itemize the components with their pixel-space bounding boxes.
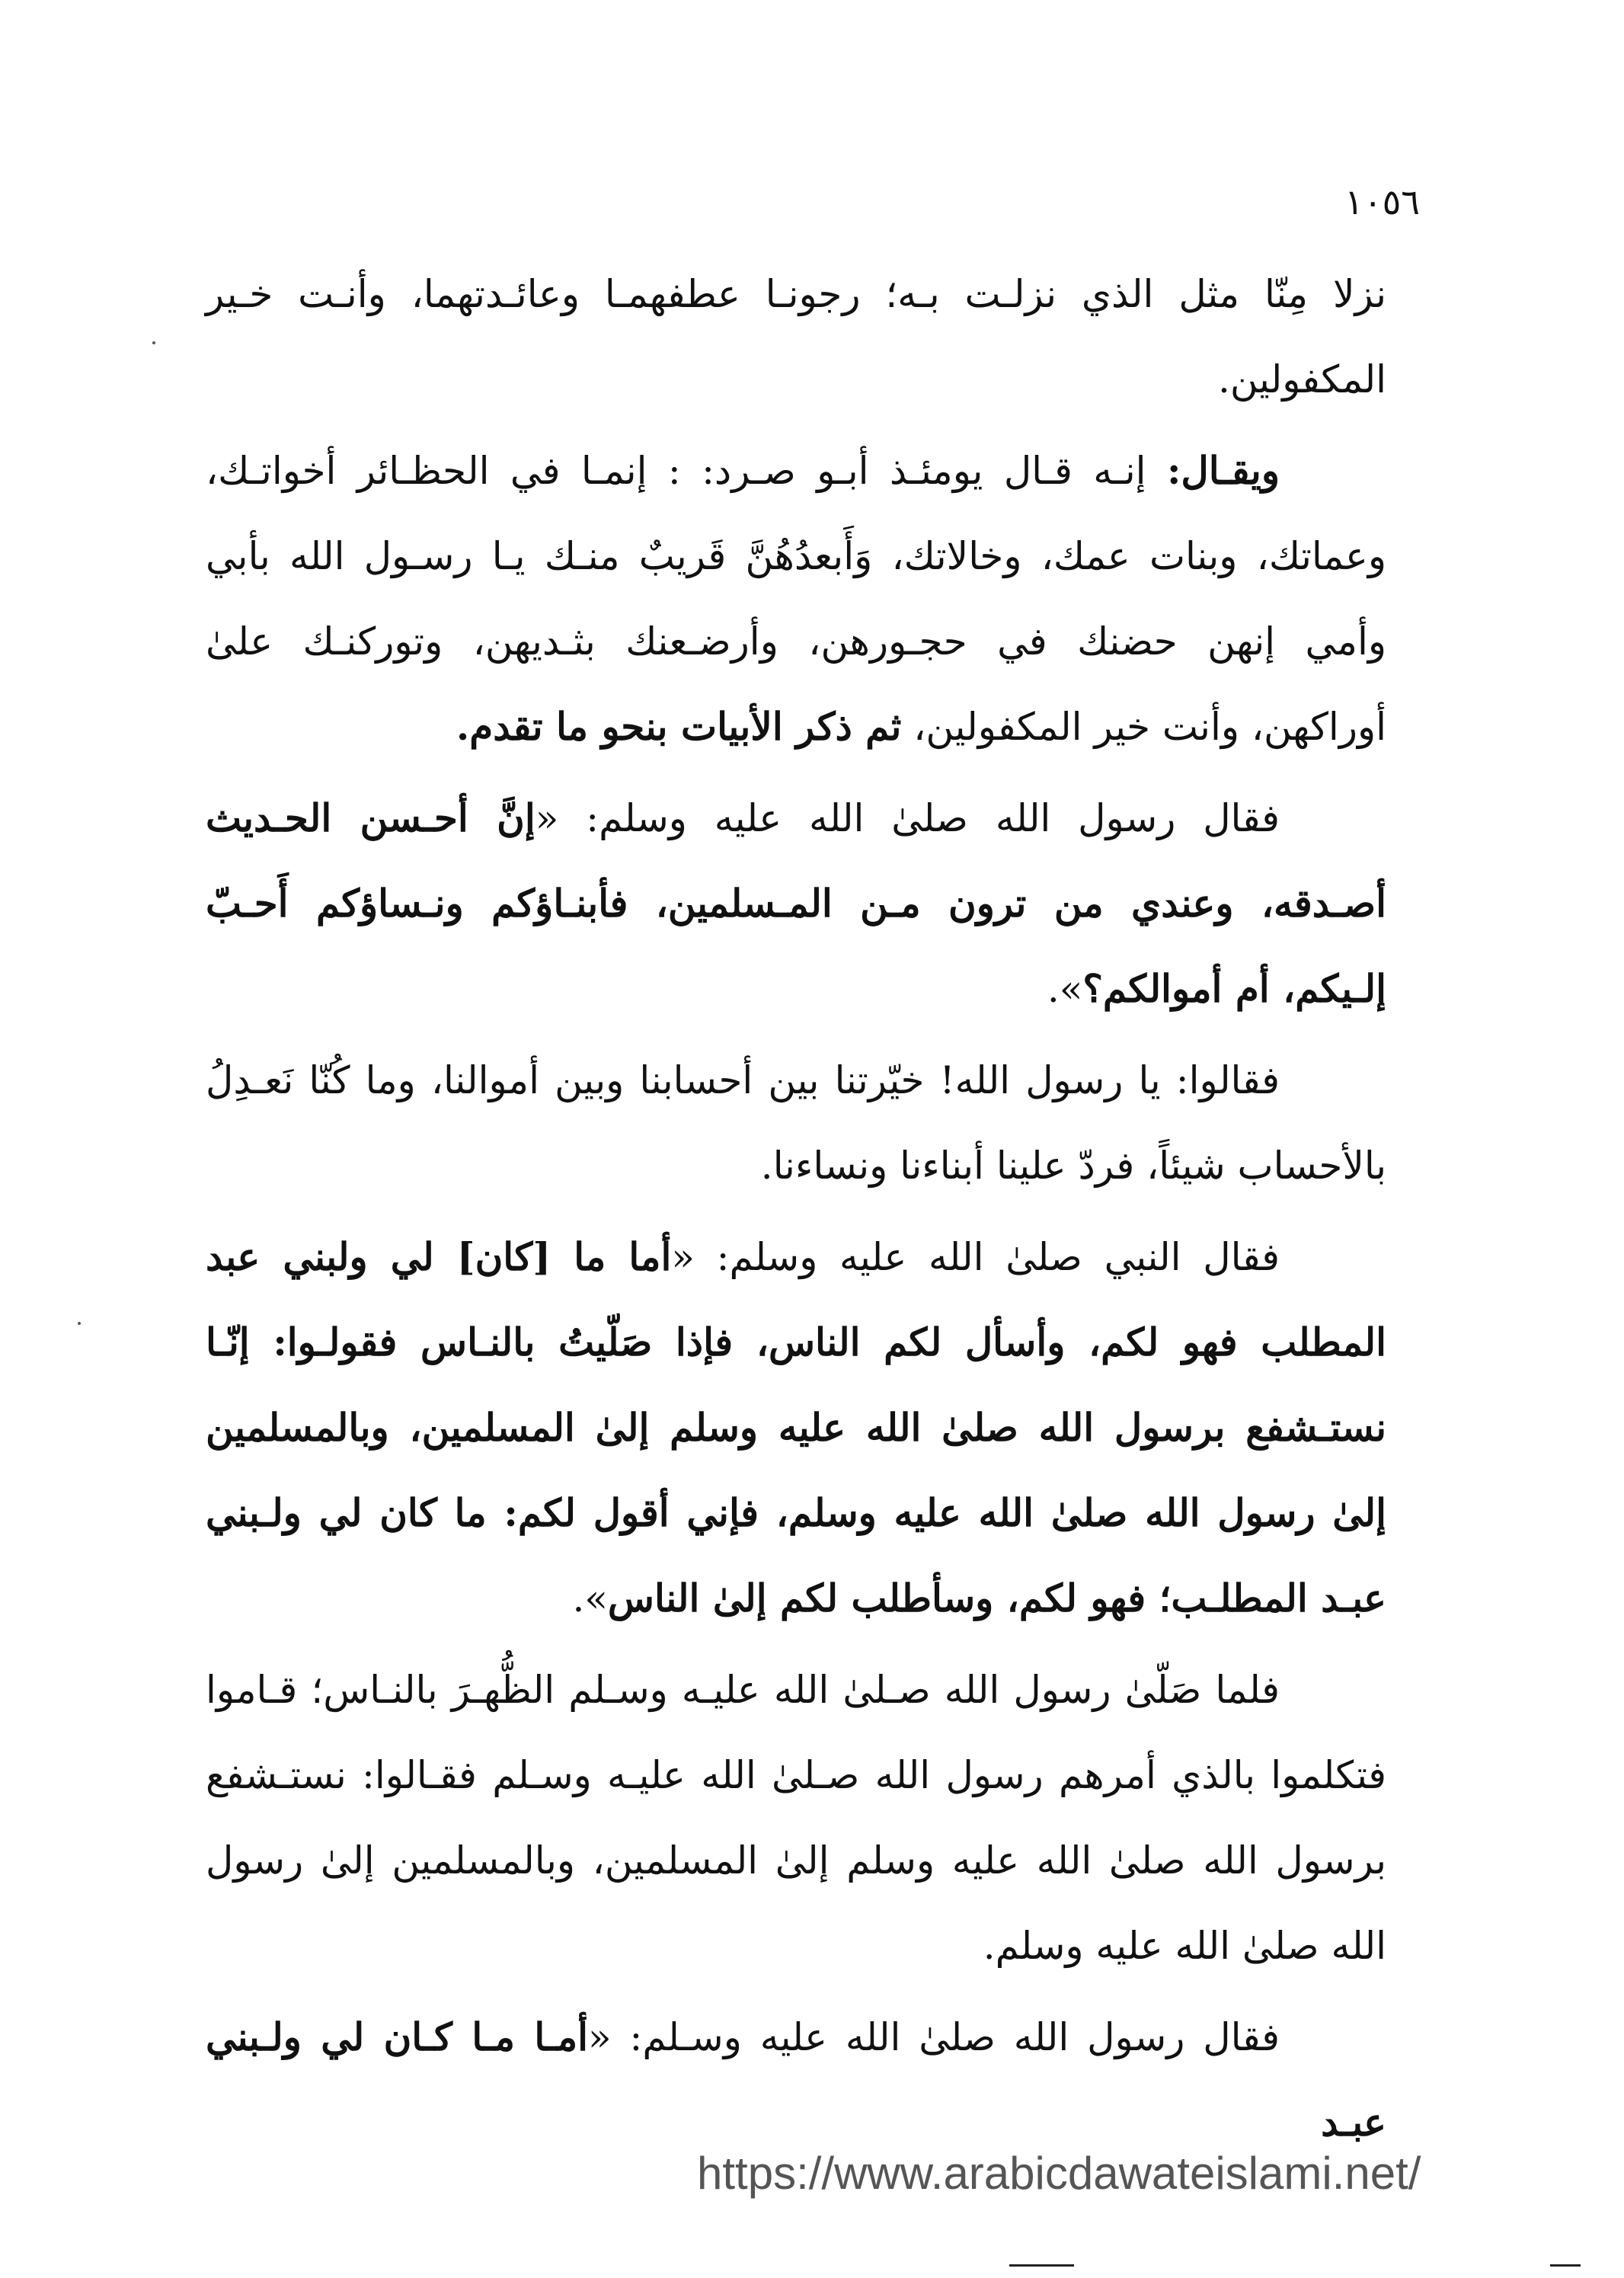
text-run: ». [572, 1576, 608, 1621]
text-run: فقالوا: يا رسول الله! خيّرتنا بين أحسابنا وبين أموالنا، وما كُنّا نَعـدِلُ بالأحساب شيئاً، فردّ علينا أبناءنا ونساءنا. [206, 1058, 1386, 1188]
bold-text-run: إنَّ أحـسن الحـديث أصـدقه، وعندي من ترون مـن المـسلمين، فأبنـاؤكم ونـساؤكم أَحـبّ إلـيكم، أم أموالكم؟ [206, 795, 1386, 1011]
text-run: فقال رسول الله صلىٰ الله عليه وسـلم: « [588, 2015, 1280, 2059]
text-run: فقال رسول الله صلىٰ الله عليه وسلم: « [535, 796, 1280, 840]
text-run: فلما صَلّىٰ رسول الله صـلىٰ الله عليـه وسـلم الظُّهـرَ بالنـاس؛ قـاموا فتكلموا بالذي أمرهم رسول الله صـلىٰ الله عليـه وسـلم فقـالوا: نستـشفع برسول الله صلىٰ الله عليه وسلم إلىٰ المسلمين، وبالمسلمين إلىٰ رسول الله صلىٰ الله عليه وسلم. [206, 1668, 1386, 1968]
bold-text-run: أما ما [كان] لي ولبني عبد المطلب فهو لكم، وأسأل لكم الناس، فإذا صَلّيتُ بالنـاس فقولـوا: إنّـا نستـشفع برسول الله صلىٰ الله عليه وسلم إلىٰ المسلمين، وبالمسلمين إلىٰ رسول الله صلىٰ الله عليه وسلم، فإني أقول لكم: ما كان لي ولـبني عبـد المطلـب؛ فهو لكم، وسأطلب لكم إلىٰ الناس [206, 1234, 1386, 1621]
text-run: إنـه قـال يومئـذ أبـو صـرد: : إنمـا في الحظـائر أخواتـك، وعماتك، وبنات عمك، وخالاتك، وَأَبعدُهُنَّ قَريبٌ منـك يـا رسـول الله بأبي وأمي إنهن حضنك في حجـورهن، وأرضـعنك بثـديهن، وتوركنـك علىٰ أوراكهن، وأنت خير المكفولين، [206, 449, 1386, 749]
bold-text-run: أمـا مـا كـان لي ولـبني عبـد [206, 2014, 1386, 2145]
scan-edge-mark [1550, 2264, 1581, 2267]
paragraph [206, 1647, 1386, 1988]
paragraph [206, 1214, 1386, 1641]
paragraph [206, 1995, 1386, 2165]
text-run: نزلا مِنّا مثل الذي نزلـت بـه؛ رجونـا عطفهمـا وعائـدتهما، وأنـت خـير المكفولين. [206, 272, 1386, 402]
paragraph [206, 428, 1386, 769]
footer-url[interactable]: https://www.arabicdawateislami.net/ [697, 2148, 1421, 2199]
bold-text-run: ثم ذكر الأبيات بنحو ما تقدم. [456, 704, 902, 749]
page-number: ١٠٥٦ [1344, 181, 1420, 222]
body-text [206, 251, 1386, 2171]
scan-edge-mark [1009, 2264, 1074, 2267]
paragraph [206, 1038, 1386, 1208]
scan-speck [152, 341, 155, 344]
bold-text-run: ويقـال: [1166, 448, 1280, 493]
scan-speck [78, 1322, 81, 1325]
text-run: ». [1047, 967, 1083, 1011]
paragraph [206, 776, 1386, 1032]
paragraph [206, 251, 1386, 422]
text-run: فقال النبي صلىٰ الله عليه وسلم: « [671, 1235, 1280, 1279]
